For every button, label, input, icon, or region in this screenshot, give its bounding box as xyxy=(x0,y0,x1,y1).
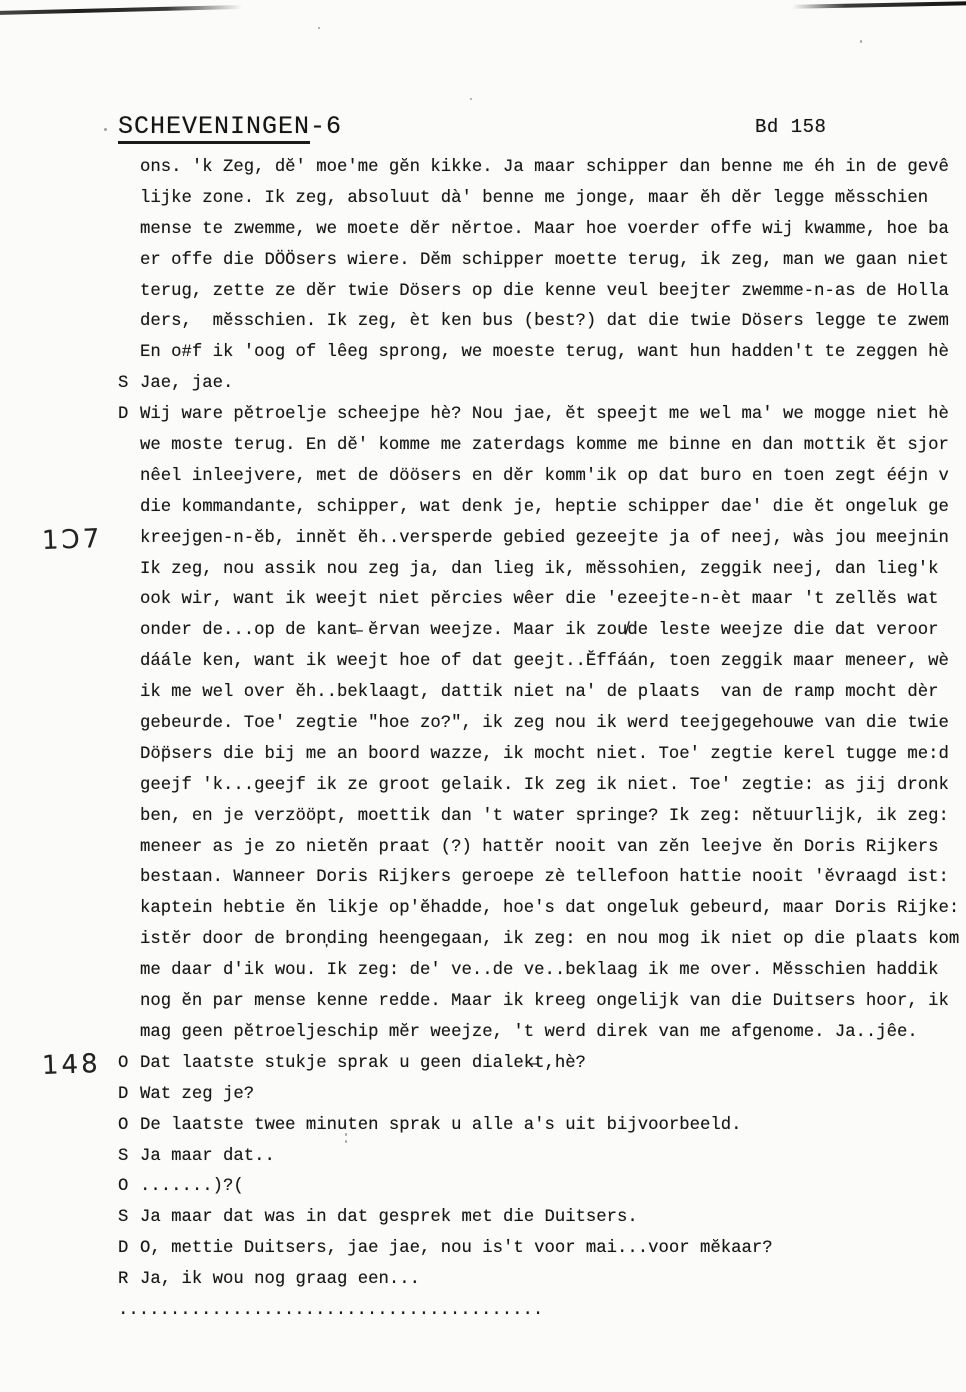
speaker-label: S xyxy=(118,1146,129,1166)
line-text: er offe die DÖÖsers wiere. Dĕm schipper moette terug, ik zeg, man we gaan niet xyxy=(140,250,949,270)
transcript-line xyxy=(118,1018,966,1049)
transcript-line xyxy=(118,431,966,462)
handwritten-margin-note: 1Ɔ7 xyxy=(41,523,103,556)
speaker-label: O xyxy=(118,1177,129,1197)
transcript-line xyxy=(118,369,966,400)
scan-artifact-line xyxy=(792,1,966,8)
line-text: En o#f ik 'oog of lêeg sprong, we moeste terug, want hun hadden't te zeggen hè xyxy=(140,343,949,363)
line-text: lijke zone. Ik zeg, absoluut dà' benne me jonge, maar ĕh dĕr legge mĕsschien xyxy=(140,188,929,208)
scan-artifact-line xyxy=(0,5,242,15)
transcript-line xyxy=(41,523,966,556)
transcript-line xyxy=(118,647,966,678)
line-text: ik me wel over ĕh..beklaagt, dattik niet na' de plaats van de ramp mocht dèr xyxy=(140,683,939,703)
line-text: De laatste twee minuten sprak u alle a's uit bijvoorbeeld. xyxy=(140,1115,742,1135)
document-title-main: SCHEVENINGEN xyxy=(118,112,310,144)
scan-speck xyxy=(318,27,320,29)
speaker-label: S xyxy=(118,374,129,394)
line-text: mense te zwemme, we moete dĕr nĕrtoe. Maar hoe voerder offe wij kwamme, hoe ba xyxy=(140,219,949,239)
line-text: dáále ken, want ik weejt hoe of dat geejt..Ĕffáán, toen zeggik maar meneer, wè xyxy=(140,652,949,672)
transcript-line xyxy=(118,678,966,709)
transcript-line xyxy=(118,1296,966,1327)
transcript-line xyxy=(118,709,966,740)
transcript-line xyxy=(118,215,966,246)
page-reference: Bd 158 xyxy=(755,116,827,138)
line-text: ook wir, want ik weejt niet pĕrcies wêer die 'ezeejte-n-èt maar 't zellĕs wat xyxy=(140,590,939,610)
transcript-line xyxy=(118,771,966,802)
transcript-line xyxy=(118,987,966,1018)
line-text: Jae, jae. xyxy=(140,374,234,394)
transcript-line xyxy=(118,277,966,308)
line-text: nog ĕn par mense kenne redde. Maar ik kreeg ongelijk van die Duitsers hoor, ik xyxy=(140,992,949,1012)
transcript-line xyxy=(118,338,966,369)
line-text: Wij ware pĕtroelje scheejpe hè? Nou jae, ĕt speejt me wel ma' we mogge niet hè xyxy=(140,405,949,425)
line-text: terug, zette ze dĕr twie Dösers op die kenne veul beejter zwemme-n-as de Holla xyxy=(140,281,949,301)
transcript-line xyxy=(118,153,966,184)
transcript-line xyxy=(118,585,966,616)
line-text: we moste terug. En dĕ' komme me zaterdags komme me binne en dan mottik ĕt sjor xyxy=(140,436,949,456)
transcript-line xyxy=(118,246,966,277)
line-text: Ja maar dat.. xyxy=(140,1146,275,1166)
line-text: die kommandante, schipper, wat denk je, heptie schipper dae' die ĕt ongeluk ge xyxy=(140,497,949,517)
transcript-line xyxy=(118,894,966,925)
line-text: mag geen pĕtroeljeschip mĕr weejze, 't werd direk van me afgenome. Ja..jêe. xyxy=(140,1022,918,1042)
transcript-line xyxy=(118,493,966,524)
line-text: Wat zeg je? xyxy=(140,1084,255,1104)
transcript-line xyxy=(118,1234,966,1265)
transcript-line xyxy=(118,307,966,338)
speaker-label: D xyxy=(118,1239,129,1259)
handwritten-margin-note: 148 xyxy=(41,1048,102,1081)
speaker-label: S xyxy=(118,1208,129,1228)
line-text: kreejgen-n-ĕb, innĕt ĕh..versperde gebied gezeejte ja of neej, wàs jou meejnin xyxy=(140,528,949,548)
line-text: .......)?( xyxy=(140,1177,244,1197)
line-text: ders, mĕsschien. Ik zeg, èt ken bus (best?) dat die twie Dösers legge te zwem xyxy=(140,312,949,332)
line-text: ben, en je verzööpt, moettik dan 't water springe? Ik zeg: nĕtuurlijk, ik zeg: xyxy=(140,806,949,826)
line-text: meneer as je zo nietĕn praat (?) hattĕr nooit van zĕn leejve ĕn Doris Rijkers xyxy=(140,837,939,857)
transcript-line xyxy=(118,616,966,647)
line-text: onder de...op de kant̶ ĕrvan weejze. Maar ik zou̸de leste weejze die dat veroor xyxy=(140,621,939,641)
line-text: Ja, ik wou nog graag een... xyxy=(140,1270,421,1290)
document-title xyxy=(118,112,342,141)
speaker-label: O xyxy=(118,1115,129,1135)
line-text: geejf 'k...geejf ik ze groot gelaik. Ik zeg ik niet. Toe' zegtie: as jij dronk xyxy=(140,775,949,795)
line-text: gebeurde. Toe' zegtie "hoe zo?", ik zeg nou ik werd teejgegehouwe van die twie xyxy=(140,714,949,734)
transcript-line xyxy=(118,740,966,771)
line-text: Döp̈sers die bij me an boord wazze, ik mocht niet. Toe' zegtie kerel tugge me:d xyxy=(140,744,949,764)
scan-speck xyxy=(860,40,862,43)
speaker-label: D xyxy=(118,1084,129,1104)
speaker-label: O xyxy=(118,1053,129,1073)
line-text: me daar d'ik wou. Ik zeg: de' ve..de ve..beklaag ik me over. Mĕsschien haddik xyxy=(140,961,939,981)
scan-speck xyxy=(104,128,107,131)
scan-speck xyxy=(470,98,472,100)
transcript-line xyxy=(118,833,966,864)
transcript-line xyxy=(118,555,966,586)
line-text: nêel inleejvere, met de döösers en dĕr komm'ik op dat buro en toen zegt ééjn v xyxy=(140,466,949,486)
transcript-line xyxy=(118,184,966,215)
transcript-line xyxy=(41,1048,966,1081)
line-text: Dat laatste stukje sprak u geen dialek̶t,hè? xyxy=(140,1053,586,1073)
line-text: bestaan. Wanneer Doris Rijkers geroepe zè tellefoon hattie nooit 'ĕvraagd ist: xyxy=(140,868,949,888)
transcript-line xyxy=(118,1172,966,1203)
transcript-line xyxy=(118,1265,966,1296)
line-text: O, mettie Duitsers, jae jae, nou is't voor mai...voor mĕkaar? xyxy=(140,1239,773,1259)
transcript-line xyxy=(118,400,966,431)
transcript-line xyxy=(118,1111,966,1142)
speaker-label: D xyxy=(118,405,129,425)
transcript-line xyxy=(118,925,966,956)
document-title-suffix: -6 xyxy=(310,112,343,141)
line-text: Ja maar dat was in dat gesprek met die Duitsers. xyxy=(140,1208,638,1228)
transcript-line xyxy=(118,462,966,493)
line-text: istĕr door de bron̦ding heengegaan, ik zeg: en nou mog ik niet op die plaats kom xyxy=(140,930,960,950)
transcript-line xyxy=(118,1203,966,1234)
transcript-line xyxy=(118,1080,966,1111)
transcript-line xyxy=(118,802,966,833)
line-text: ons. 'k Zeg, dĕ' moe'me gĕn kikke. Ja maar schipper dan benne me éh in de gevê xyxy=(140,158,949,177)
transcript-line xyxy=(118,1142,966,1173)
line-text: Ik zeg, nou assik nou zeg ja, dan lieg ik, mĕssohien, zeggik neej, dan lieg'k xyxy=(140,559,939,579)
transcript-line xyxy=(118,956,966,987)
transcript-body xyxy=(41,153,966,1327)
transcript-line xyxy=(118,863,966,894)
line-text: ......................................... xyxy=(118,1300,544,1320)
line-text: kaptein hebtie ĕn likje op'ĕhadde, hoe's dat ongeluk gebeurd, maar Doris Rijke: xyxy=(140,899,960,919)
speaker-label: R xyxy=(118,1270,129,1290)
